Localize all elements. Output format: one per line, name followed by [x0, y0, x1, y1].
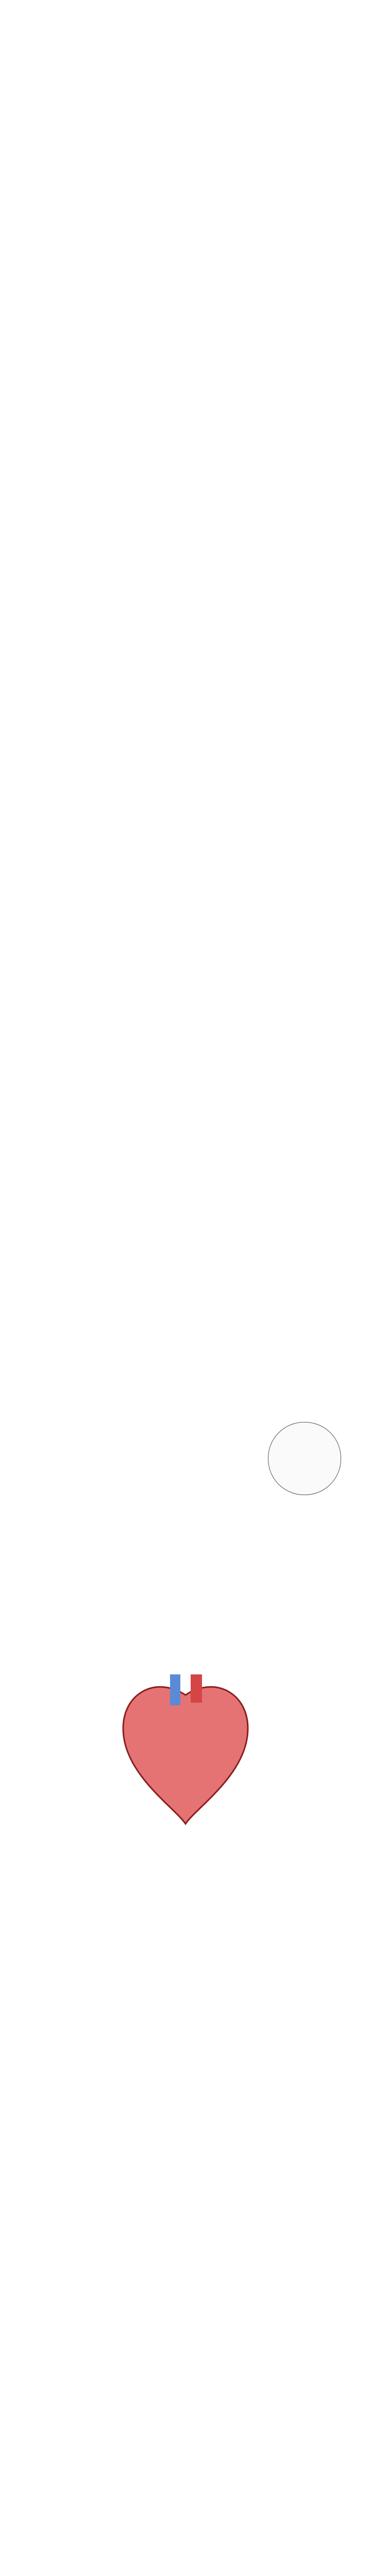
- heart-diagram: [103, 1674, 268, 1829]
- cell-figure: [268, 1422, 341, 1495]
